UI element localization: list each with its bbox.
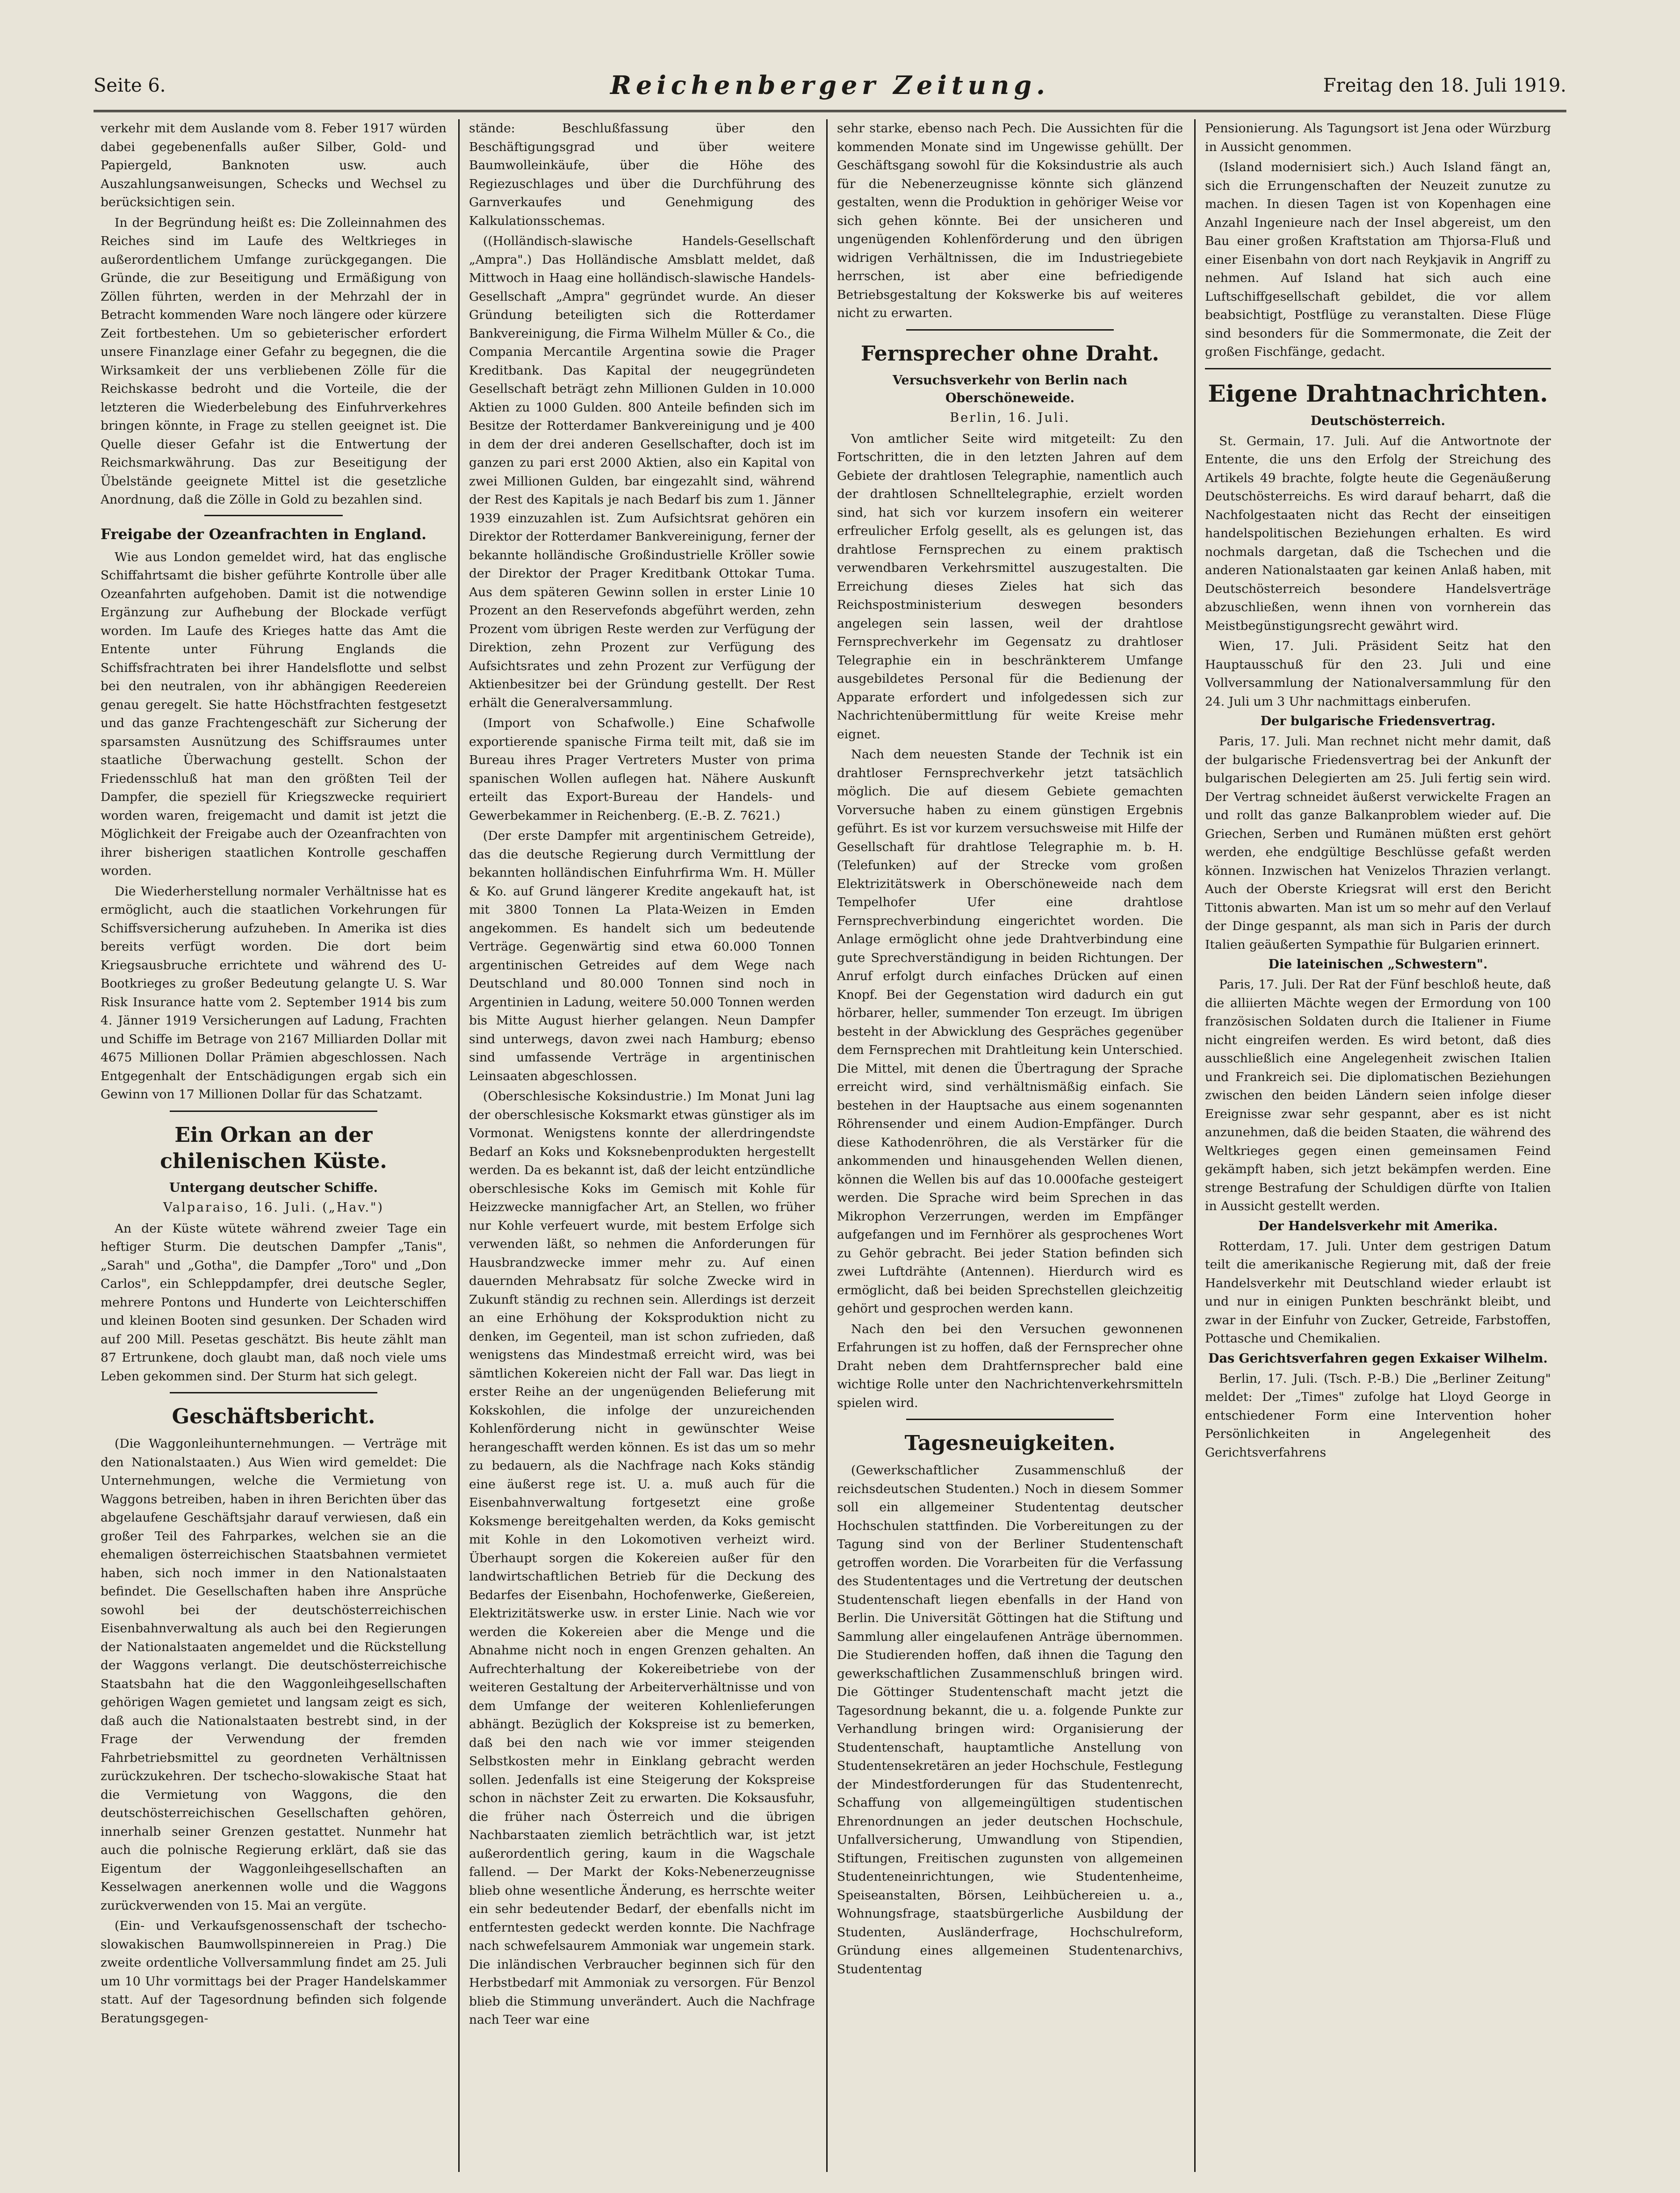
- paragraph: (Der erste Dampfer mit argentinischem Getreide), das die deutsche Regierung durch Vermittlung der bekannten holländischen Einfuhrfirma Wm. H. Müller & Ko. auf Grund längerer Kredite angekauft hat, ist mit 3800 Tonnen La Plata-Weizen in Emden angekommen. Es handelt sich um bedeutende Verträge. Gegenwärtig sind etwa 60.000 Tonnen argentinischen Getreides auf dem Wege nach Deutschland und 80.000 Tonnen sind noch in Argentinien in Ladung, weitere 50.000 Tonnen werden bis Mitte August hierher gelangen. Neun Dampfer sind unterwegs, davon zwei nach Hamburg; ebenso sind umfassende Verträge in argentinischen Leinsaaten abgeschlossen.: [469, 829, 815, 1083]
- article-heading: Ein Orkan an der chilenischen Küste.: [160, 1123, 387, 1173]
- article-subheading: Versuchsverkehr von Berlin nach Oberschöneweide.: [893, 373, 1127, 405]
- article-subheading: Das Gerichtsverfahren gegen Exkaiser Wilhelm.: [1208, 1351, 1548, 1366]
- newspaper-title: Reichenberger Zeitung.: [610, 70, 1050, 100]
- column-3: [837, 119, 1183, 2172]
- paragraph: (Ein- und Verkaufsgenossenschaft der tschecho-slowakischen Baumwollspinnereien in Prag.) Die zweite ordentliche Vollversammlung findet am 25. Juli um 10 Uhr vormittags bei der Prager Handelskammer statt. Auf der Tagesordnung befinden sich folgende Beratungsgegen-: [101, 1919, 447, 2026]
- column-4: [1205, 119, 1551, 2172]
- masthead: [94, 70, 1566, 103]
- column-rule: [826, 119, 828, 2172]
- section-heading: Eigene Drahtnachrichten.: [1208, 379, 1548, 407]
- paragraph: Rotterdam, 17. Juli. Unter dem gestrigen Datum teilt die amerikanische Regierung mit, daß der freie Handelsverkehr mit Deutschland wieder erlaubt ist und nur in einigen Punkten beschränkt bleibt, und zwar in der Einfuhr von Zucker, Getreide, Farbstoffen, Pottasche und Chemikalien.: [1205, 1239, 1551, 1346]
- paragraph: Von amtlicher Seite wird mitgeteilt: Zu den Fortschritten, die in den letzten Jahren auf dem Gebiete der drahtlosen Telegraphie, namentlich auch der drahtlosen Schnelltelegraphie, erzielt worden sind, hat sich vor kurzem insofern ein weiterer erfreulicher Erfolg gesellt, als es gelungen ist, das drahtlose Fernsprechen zu einem praktisch verwendbaren Verkehrsmittel auszugestalten. Die Erreichung dieses Zieles hat sich das Reichspostministerium deswegen besonders angelegen sein lassen, weil der drahtlose Fernsprechverkehr im Gegensatz zu drahtloser Telegraphie ein in beschränkterem Umfange ausgebildetes Personal für die Bedienung der Apparate erfordert und infolgedessen sich zur Nachrichtenübermittlung für weite Kreise mehr eignet.: [837, 431, 1183, 742]
- article-subheading: Untergang deutscher Schiffe.: [169, 1180, 378, 1195]
- paragraph: sehr starke, ebenso nach Pech. Die Aussichten für die kommenden Monate sind im Ungewisse gehüllt. Der Geschäftsgang sowohl für die Koksindustrie als auch für die Nebenerzeugnisse könnte sich glänzend gestalten, wenn die Produktion in gehöriger Weise vor sich gehen könnte. Bei der unsicheren und ungenügenden Kohlenförderung und den übrigen widrigen Verhältnissen, die im Industriegebiete herrschen, ist aber eine befriedigende Betriebsgestaltung der Kokswerke bis auf weiteres nicht zu erwarten.: [837, 121, 1183, 320]
- divider: [906, 1419, 1114, 1420]
- article-subheading: Deutschösterreich.: [1310, 413, 1446, 428]
- paragraph: ((Holländisch-slawische Handels-Gesellschaft „Ampra".) Das Holländische Amsblatt meldet, daß Mittwoch in Haag eine holländisch-slawische Handels-Gesellschaft „Ampra" gegründet wurde. An dieser Gründung beteiligten sich die Rotterdamer Bankvereinigung, die Firma Wilhelm Müller & Co., die Compania Mercantile Argentina sowie die Prager Kreditbank. Das Kapital der neugegründeten Gesellschaft beträgt zehn Millionen Gulden in 10.000 Aktien zu 1000 Gulden. 800 Anteile befinden sich im Besitze der Rotterdamer Bankvereinigung und je 400 in dem der drei anderen Gesellschafter, doch ist im ganzen zu pari erst 2000 Aktien, also ein Kapital von zwei Millionen Gulden, bar eingezahlt sind, während der Rest des Kapitals je nach Bedarf bis zum 1. Jänner 1939 einzuzahlen ist. Zum Aufsichtsrat gehören ein Direktor der Rotterdamer Bankvereinigung, ferner der bekannte holländische Großindustrielle Kröller sowie der Direktor der Prager Kreditbank Ottokar Tuma. Aus dem späteren Gewinn sollen in erster Linie 10 Prozent an den Reservefonds abgeführt werden, zehn Prozent vom übrigen Reste werden zur Verfügung der Direktion, zehn Prozent zur Verfügung des Aufsichtsrates und zehn Prozent zur Verfügung der Aktienbesitzer bei der Gründung gestellt. Der Rest erhält die Generalversammlung.: [469, 234, 815, 710]
- divider: [1205, 368, 1551, 369]
- page-number: Seite 6.: [94, 75, 166, 96]
- paragraph: Berlin, 17. Juli. (Tsch. P.-B.) Die „Berliner Zeitung" meldet: Der „Times" zufolge hat Lloyd George in entschiedener Form eine Intervention hoher Persönlichkeiten in Angelegenheit des Gerichtsverfahrens: [1205, 1371, 1551, 1460]
- article-heading: Freigabe der Ozeanfrachten in England.: [101, 526, 427, 543]
- masthead-rule: [94, 110, 1566, 112]
- paragraph: Pensionierung. Als Tagungsort ist Jena oder Würzburg in Aussicht genommen.: [1205, 121, 1551, 154]
- article-subheading: Die lateinischen „Schwestern".: [1268, 957, 1488, 972]
- article-heading: Fernsprecher ohne Draht.: [860, 341, 1160, 366]
- paragraph: (Import von Schafwolle.) Eine Schafwolle exportierende spanische Firma teilt mit, daß sie im Bureau ihres Prager Vertreters Muster von prima spanischen Wollen auflegen hat. Nähere Auskunft erteilt das Export-Bureau der Handels- und Gewerbekammer in Reichenberg. (E.-B. Z. 7621.): [469, 716, 815, 823]
- column-rule: [1194, 119, 1196, 2172]
- column-rule: [458, 119, 460, 2172]
- paragraph: (Oberschlesische Koksindustrie.) Im Monat Juni lag der oberschlesische Koksmarkt etwas günstiger als im Vormonat. Wenigstens konnte der allerdringendste Bedarf an Koks und Koksnebenprodukten hergestellt werden. Da es bekannt ist, daß der leicht entzündliche oberschlesische Koks im Gemisch mit Kohle für Heizzwecke mannigfacher Art, an Stellen, wo früher nur Kohle verfeuert wurde, mit bestem Erfolge sich verwenden läßt, so nehmen die Anforderungen für Hausbrandzwecke immer mehr zu. Auf einen dauernden Mehrabsatz für solche Zwecke wird in Zukunft ständig zu rechnen sein. Allerdings ist derzeit an eine Erhöhung der Koksproduktion nicht zu denken, im Gegenteil, man ist schon zufrieden, daß wenigstens das Mindestmaß erreicht wird, was bei sämtlichen Kokereien nicht der Fall war. Das liegt in erster Reihe an der ungenügenden Belieferung mit Kokskohlen, die infolge der unzureichenden Kohlenförderung nicht in gewünschter Weise herangeschafft werden können. Es ist das um so mehr zu bedauern, als die Nachfrage nach Koks ständig eine äußerst rege ist. U. a. muß auch für die Eisenbahnverwaltung fortgesetzt eine große Koksmenge bereitgehalten werden, da Koks gemischt mit Kohle in den Lokomotiven verheizt wird. Überhaupt sorgen die Kokereien außer für den landwirtschaftlichen Betrieb für die Deckung des Bedarfes der Eisenbahn, Hochofenwerke, Gießereien, Elektrizitätswerke usw. in erster Linie. Nach wie vor werden die Kokereien aber die Menge und die Abnahme nicht noch in engen Grenzen gehalten. An Aufrechterhaltung der Kokereibetriebe von der weiteren Gestaltung der Arbeiterverhältnisse und von dem Umfange der weiteren Kohlenlieferungen abhängt. Bezüglich der Kokspreise ist zu bemerken, daß bei den nach wie vor immer steigenden Selbstkosten mehr in Einklang gebracht werden sollen. Jedenfalls ist eine Steigerung der Kokspreise schon in nächster Zeit zu erwarten. Die Koksausfuhr, die früher nach Österreich und die übrigen Nachbarstaaten ziemlich beträchtlich war, ist jetzt außerordentlich gering, kaum in die Wagschale fallend. — Der Markt der Koks-Nebenerzeugnisse blieb ohne wesentliche Änderung, es herrschte weiter ein sehr bedeutender Bedarf, der ebenfalls nicht im entferntesten gedeckt werden konnte. Die Nachfrage nach schwefelsaurem Ammoniak war ungemein stark. Die inländischen Verbraucher beginnen sich für den Herbstbedarf mit Ammoniak zu versorgen. Für Benzol blieb die Stimmung unverändert. Auch die Nachfrage nach Teer war eine: [469, 1089, 815, 2027]
- section-heading: Geschäftsbericht.: [172, 1405, 375, 1428]
- paragraph: In der Begründung heißt es: Die Zolleinnahmen des Reiches sind im Laufe des Weltkrieges in außerordentlichem Umfange zurückgegangen. Die Gründe, die zur Beseitigung und Ermäßigung von Zöllen führten, werden in der Mehrzahl der in Betracht kommenden Ware noch längere oder kürzere Zeit fortbestehen. Um so gebieterischer erfordert unsere Finanzlage einer Gefahr zu begegnen, die die Wirksamkeit der uns verbliebenen Zölle für die Reichskasse bedroht und die Vorteile, die der letzteren die Wiederbelebung des Einfuhrverkehres bringen könnte, in Frage zu stellen geeignet ist. Die Quelle dieser Gefahr ist die Entwertung der Reichsmarkwährung. Das zur Beseitigung der Übelstände geeignete Mittel ist die gesetzliche Anordnung, daß die Zölle in Gold zu bezahlen sind.: [101, 215, 447, 507]
- divider: [204, 515, 343, 516]
- divider: [170, 1392, 377, 1393]
- divider: [906, 329, 1114, 331]
- paragraph: Wie aus London gemeldet wird, hat das englische Schiffahrtsamt die bisher geführte Kontrolle über alle Ozeanfahrten aufgehoben. Damit ist die notwendige Ergänzung zur Aufhebung der Blockade verfügt worden. Im Laufe des Krieges hatte das Amt die Entente unter Führung Englands die Schiffsfrachtraten bei ihrer Handelsflotte und selbst bei den neutralen, von ihr abhängigen Reedereien genau geregelt. Sie hatte Höchstfrachten festgesetzt und das ganze Frachtengeschäft zur Sicherung der sparsamsten Ausnützung des Schiffsraumes unter staatliche Überwachung gestellt. Schon der Friedensschluß hat man den größten Teil der Dampfer, die speziell für Kriegszwecke requiriert worden waren, freigemacht und damit ist jetzt die Möglichkeit der Freigabe auch der Ozeanfrachten von ihrer bisherigen staatlichen Kontrolle geschaffen worden.: [101, 549, 447, 878]
- divider: [170, 1111, 377, 1112]
- column-1: [101, 119, 447, 2172]
- paragraph: An der Küste wütete während zweier Tage ein heftiger Sturm. Die deutschen Dampfer „Tanis", „Sarah" und „Gotha", die Dampfer „Toro" und „Don Carlos", ein Schleppdampfer, drei deutsche Segler, mehrere Pontons und Hunderte von Leichterschiffen und kleinen Booten sind gesunken. Der Schaden wird auf 200 Mill. Pesetas geschätzt. Bis heute zählt man 87 Ertrunkene, doch glaubt man, daß noch viele ums Leben gekommen sind. Der Sturm hat sich gelegt.: [101, 1221, 447, 1384]
- paragraph: Paris, 17. Juli. Der Rat der Fünf beschloß heute, daß die alliierten Mächte wegen der Ermordung von 100 französischen Soldaten durch die Italiener in Fiume nicht eingreifen werden. Es wird betont, daß dies ausschließlich eine Angelegenheit zwischen Italien und Frankreich sei. Die diplomatischen Beziehungen zwischen den beiden Ländern seien infolge dieser Ereignisse zwar sehr gespannt, aber es ist nicht anzunehmen, daß die beiden Staaten, die während des Weltkrieges gegen einen gemeinsamen Feind gekämpft haben, sich jetzt bekämpfen werden. Eine strenge Bestrafung der Schuldigen dürfte von Italien in Aussicht gestellt werden.: [1205, 977, 1551, 1213]
- paragraph: Wien, 17. Juli. Präsident Seitz hat den Hauptausschuß für den 23. Juli und eine Vollversammlung der Nationalversammlung für den 24. Juli um 3 Uhr nachmittags einberufen.: [1205, 639, 1551, 709]
- dateline: Berlin, 16. Juli.: [950, 410, 1070, 425]
- paragraph: stände: Beschlußfassung über den Beschäftigungsgrad und über weitere Baumwolleinkäufe, über die Höhe des Regiezuschlages und über die Durchführung des Garnverkaufes und Genehmigung des Kalkulationsschemas.: [469, 121, 815, 228]
- dateline: Valparaiso, 16. Juli. („Hav."): [163, 1200, 384, 1215]
- paragraph: verkehr mit dem Auslande vom 8. Feber 1917 würden dabei gegebenenfalls außer Silber, Gold- und Papiergeld, Banknoten usw. auch Auszahlungsanweisungen, Schecks und Wechsel zu berücksichtigen sein.: [101, 121, 447, 209]
- column-2: [469, 119, 815, 2172]
- section-heading: Tagesneuigkeiten.: [904, 1431, 1116, 1455]
- paragraph: Nach dem neuesten Stande der Technik ist ein drahtloser Fernsprechverkehr jetzt tatsächlich möglich. Die auf diesem Gebiete gemachten Vorversuche haben zu einem günstigen Ergebnis geführt. Es ist vor kurzem versuchsweise mit Hilfe der Gesellschaft für drahtlose Telegraphie m. b. H. (Telefunken) auf der Strecke vom großen Elektrizitätswerk in Oberschöneweide nach dem Tempelhofer Ufer eine drahtlose Fernsprechverbindung eingerichtet worden. Die Anlage ermöglicht ohne jede Drahtverbindung eine gute Sprechverständigung in beiden Richtungen. Der Anruf erfolgt durch einfaches Drücken auf einen Knopf. Bei der Gegenstation wird dadurch ein gut hörbarer, heller, summender Ton erzeugt. Im übrigen besteht in der Abwicklung des Gespräches gegenüber dem Fernsprechen mit Drahtleitung kein Unterschied. Die Mittel, mit denen die Übertragung der Sprache erreicht wird, sind verhältnismäßig einfach. Sie bestehen in der Hauptsache aus einem sogenannten Röhrensender und einem Audion-Empfänger. Durch diese Kathodenröhren, die als Verstärker für die ankommenden und hinausgehenden Wellen dienen, können die Wellen bis auf das 10.000fache gesteigert werden. Die Sprache wird beim Sprechen in das Mikrophon Verzerrungen, werden im Empfänger aufgefangen und im Fernhörer als gesprochenes Wort zu Gehör gebracht. Bei jeder Station befinden sich zwei Luftdrähte (Antennen). Hierdurch wird es ermöglicht, daß bei beiden Sprechstellen gleichzeitig gehört und gesprochen werden kann.: [837, 747, 1183, 1316]
- paragraph: St. Germain, 17. Juli. Auf die Antwortnote der Entente, die uns den Erfolg der Streichung des Artikels 49 brachte, folgte heute die Gegenäußerung Deutschösterreichs. Es wird darauf beharrt, daß die Nachfolgestaaten nicht das Recht der einseitigen handelspolitischen Beziehungen erhalten. Es wird nochmals dargetan, daß die Tschechen und die anderen Nationalstaaten gar keinen Anlaß haben, mit Deutschösterreich besondere Handelsverträge abzuschließen, wenn ihnen von vornherein das Meistbegünstigungsrecht gewährt wird.: [1205, 433, 1551, 633]
- paragraph: Paris, 17. Juli. Man rechnet nicht mehr damit, daß der bulgarische Friedensvertrag bei der Ankunft der bulgarischen Delegierten am 25. Juli fertig sein wird. Der Vertrag schneidet äußerst verwickelte Fragen an und rollt das ganze Balkanproblem wieder auf. Die Griechen, Serben und Rumänen müßten erst gehört werden, ehe endgültige Beschlüsse gefaßt werden können. Inzwischen hat Venizelos Thrazien verlangt. Auch der Oberste Kriegsrat will erst den Bericht Tittonis abwarten. Man ist um so mehr auf den Verlauf der Dinge gespannt, als man sich in Paris der durch Italien geäußerten Sympathie für Bulgarien erinnert.: [1205, 734, 1551, 952]
- paragraph: (Die Waggonleihunternehmungen. — Verträge mit den Nationalstaaten.) Aus Wien wird gemeldet: Die Unternehmungen, welche die Vermietung von Waggons betreiben, haben in ihren Berichten über das abgelaufene Geschäftsjahr darauf verwiesen, daß ein großer Teil des Fahrparkes, welchen sie an die ehemaligen österreichischen Staatsbahnen vermietet haben, sich noch immer in den Nationalstaaten befindet. Die Gesellschaften haben ihre Ansprüche sowohl bei der deutschösterreichischen Eisenbahnverwaltung als auch bei den Regierungen der Nationalstaaten angemeldet und die Rückstellung der Waggons verlangt. Die deutschösterreichische Staatsbahn hat die den Waggonleihgesellschaften gehörigen Wagen gemietet und langsam zeigt es sich, daß auch die Nationalstaaten bestrebt sind, in der Frage der Verwendung der fremden Fahrbetriebsmittel zu geordneten Verhältnissen zurückzukehren. Der tschecho-slowakische Staat hat die Vermietung von Waggons, die den deutschösterreichischen Gesellschaften gehören, innerhalb seiner Grenzen gestattet. Nunmehr hat auch die polnische Regierung erklärt, daß sie das Eigentum der Waggonleihgesellschaften an Kesselwagen anerkennen wolle und die Waggons zurückverwenden von 15. Mai an vergüte.: [101, 1436, 447, 1913]
- article-subheading: Der Handelsverkehr mit Amerika.: [1258, 1219, 1498, 1234]
- article-subheading: Der bulgarische Friedensvertrag.: [1260, 714, 1496, 729]
- paragraph: Die Wiederherstellung normaler Verhältnisse hat es ermöglicht, auch die staatlichen Vorkehrungen für Schiffsversicherung aufzuheben. In Amerika ist dies bereits verfügt worden. Die dort beim Kriegsausbruche errichtete und während des U-Bootkrieges zu großer Bedeutung gelangte U. S. War Risk Insurance hatte vom 2. September 1914 bis zum 4. Jänner 1919 Versicherungen auf Ladung, Frachten und Schiffe im Betrage von 2167 Milliarden Dollar mit 4675 Millionen Dollar Prämien abgeschlossen. Nach Entgegenhalt der Entschädigungen ergab sich ein Gewinn von 17 Millionen Dollar für das Schatzamt.: [101, 884, 447, 1102]
- paragraph: Nach den bei den Versuchen gewonnenen Erfahrungen ist zu hoffen, daß der Fernsprecher ohne Draht neben dem Drahtfernsprecher bald eine wichtige Rolle unter den Nachrichtenverkehrsmitteln spielen wird.: [837, 1321, 1183, 1410]
- paragraph: (Gewerkschaftlicher Zusammenschluß der reichsdeutschen Studenten.) Noch in diesem Sommer soll ein allgemeiner Studententag deutscher Hochschulen stattfinden. Die Vorbereitungen zu der Tagung sind von der Berliner Studentenschaft getroffen worden. Die Vorarbeiten für die Verfassung des Studententages und die Vertretung der deutschen Studentenschaft liegen ebenfalls in der Hand von Berlin. Die Universität Göttingen hat die Stiftung und Sammlung aller eingelaufenen Anträge übernommen. Die Studierenden hoffen, daß ihnen die Tagung den gewerkschaftlichen Zusammenschluß bringen wird. Die Göttinger Studentenschaft macht jetzt die Tagesordnung bekannt, die u. a. folgende Punkte zur Verhandlung bringen wird: Organisierung der Studentenschaft, hauptamtliche Anstellung von Studentensekretären an jeder Hochschule, Festlegung der Mindestforderungen für das Studentenrecht, Schaffung von allgemeingültigen studentischen Ehrenordnungen an jeder deutschen Hochschule, Unfallversicherung, Umwandlung von Stipendien, Stiftungen, Freitischen zugunsten von allgemeinen Studenteneinrichtungen, wie Studentenheime, Speiseanstalten, Börsen, Leihbüchereien u. a., Wohnungsfrage, staatsbürgerliche Ausbildung der Studenten, Ausländerfrage, Hochschulreform, Gründung eines allgemeinen Studentenarchivs, Studententag: [837, 1463, 1183, 1977]
- issue-date: Freitag den 18. Juli 1919.: [1323, 75, 1566, 96]
- paragraph: (Island modernisiert sich.) Auch Island fängt an, sich die Errungenschaften der Neuzeit zunutze zu machen. In diesen Tagen ist von Kopenhagen eine Anzahl Ingenieure nach der Insel abgereist, um den Bau einer großen Kraftstation am Thjorsa-Fluß und einer Eisenbahn von dort nach Reykjavik in Angriff zu nehmen. Auf Island hat sich auch eine Luftschiffgesellschaft gebildet, die vor allem beabsichtigt, Postflüge zu veranstalten. Diese Flüge sind besonders für die Sommermonate, die Zeit der großen Fischfänge, gedacht.: [1205, 160, 1551, 359]
